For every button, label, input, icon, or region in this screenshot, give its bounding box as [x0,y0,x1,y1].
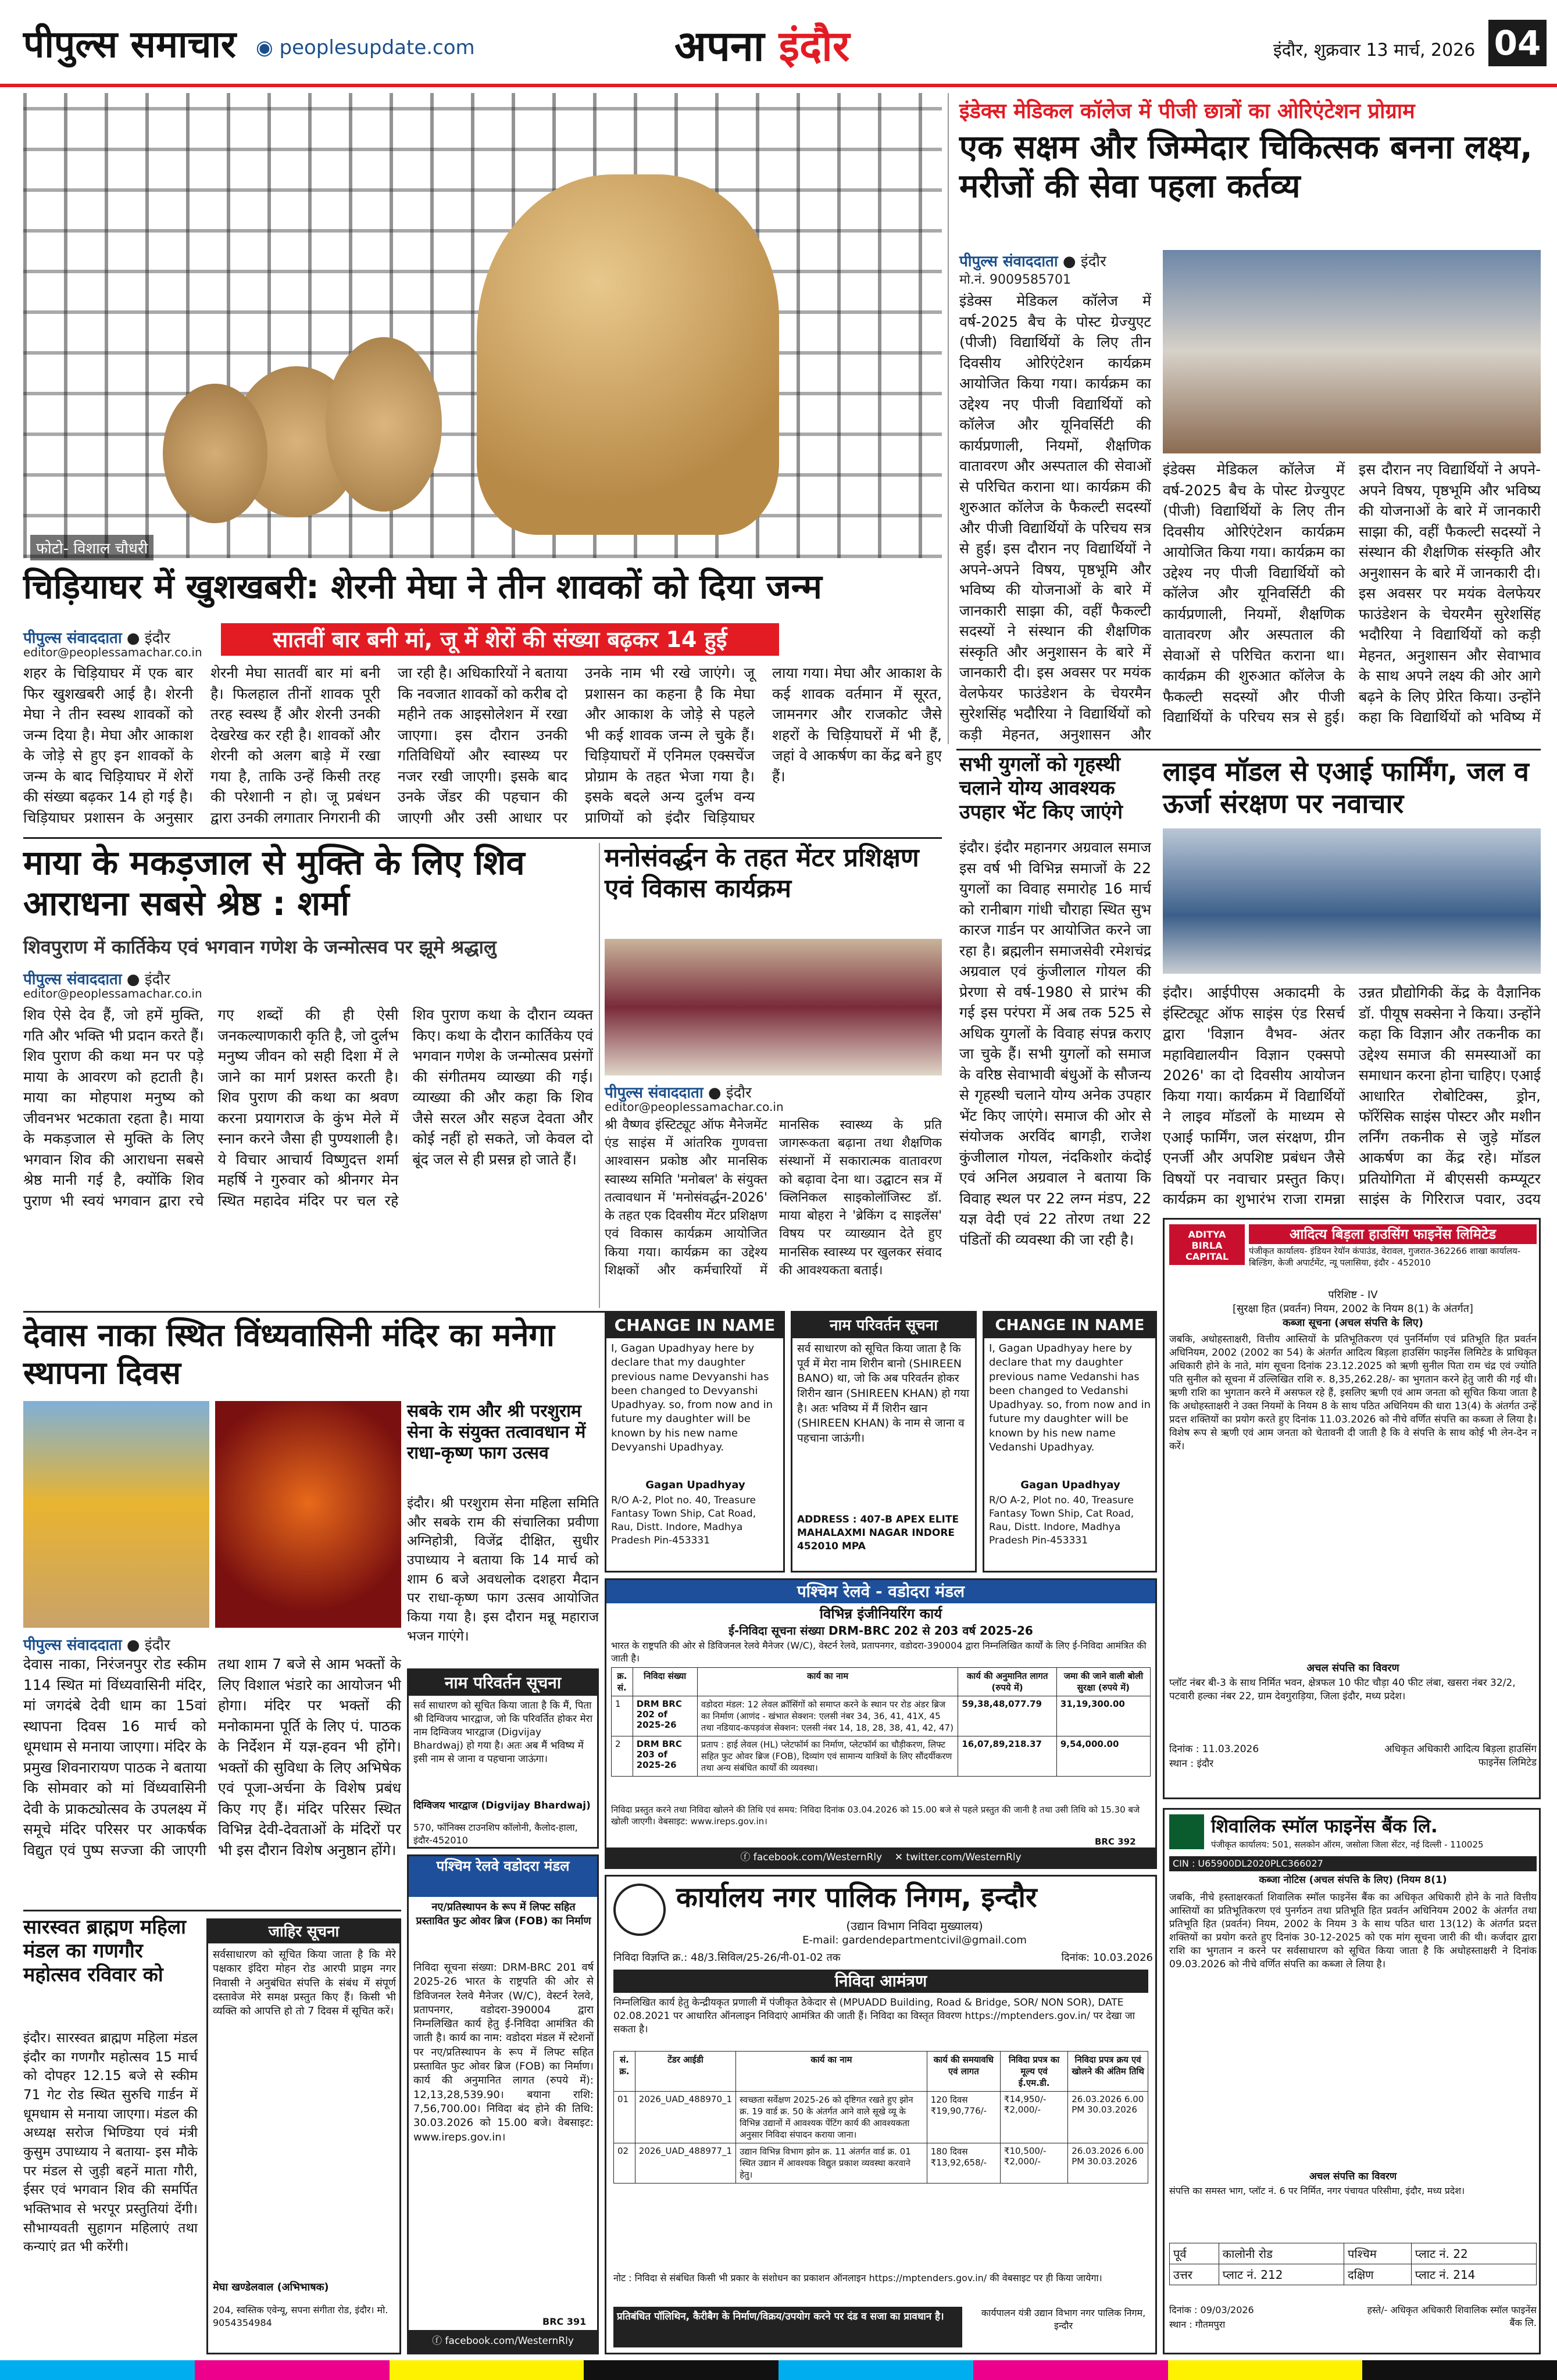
notice-signatory: मेघा खण्डेलवाल (अभिभाषक) [213,2281,329,2293]
notice-address: 570, फॉनिक्स टाउनशिप कॉलोनी, कैलोद-हाला, इंदौर-452010 [413,1822,578,1846]
table-header-row: क्र. सं. निविदा संख्या कार्य का नाम कार्य की अनुमानित लागत (रुपये में) जमा की जाने वाली बोली सुरक्षा (रुपये में) [612,1668,1151,1696]
lioness-shape [477,174,779,535]
yellow-swatch [390,2360,584,2380]
nigam-slogan: प्रतिबंधित पॉलिथिन, कैरीबैग के निर्माण/विक्रय/उपयोग करने पर दंड व सजा का प्रावधान है। [613,2307,962,2347]
nigam-date: दिनांक: 10.03.2026 [1061,1952,1153,1964]
notice-signatory: दिग्विजय भारद्वाज (Digvijay Bhardwaj) [413,1800,591,1811]
farming-body: इंदौर। आईपीएस अकादमी के इंस्टिट्यूट ऑफ साइंस एंड रिसर्च द्वारा 'विज्ञान वैभव- अंतर महाविद्यालयीन विज्ञान एक्सपो 2026' का दो दिवसीय आयोजन किया गया। कार्यक्रम में विद्यार्थियों ने लाइव मॉडलों के माध्यम से एआई फार्मिंग, जल संरक्षण, ग्रीन एनर्जी और अपशिष्ट प्रबंधन जैसे विषयों पर नवाचार प्रस्तुत किए। कार्यक्रम का शुभारंभ राजा रामन्ना उन्नत प्रौद्योगिकी केंद्र के वैज्ञानिक डॉ. पीयूष सक्सेना ने किया। उन्होंने कहा कि विज्ञान और तकनीक का उद्देश्य समाज की समस्याओं का समाधान करना होना चाहिए। एआई आधारित रोबोटिक्स, ड्रोन, फॉरेंसिक साइंस पोस्टर और मशीन लर्निंग तकनीक से जुड़े मॉडल आकर्षण का केंद्र रहे। मॉडल प्रतियोगिता में बीएससी कम्प्यूटर साइंस के गिरिराज पवार, उदय [1163,984,1541,1207]
name-change-notice [407,1668,599,1849]
notice-subtitle: विभिन्न इंजीनियरिंग कार्य [819,1606,942,1622]
notice-body: I, Gagan Upadhyay here by declare that my daughter previous name Devyanshi has been changed to Devyanshi Upadhyay. so, from now and in future my daughter will be known by his new name Devyanshi Upadhyay. [611,1342,773,1454]
table-row: 2 DRM BRC 203 of 2025-26 प्रताप : हाई लेवल (HL) प्लेटफॉर्म का निर्माण, प्लेटफॉर्म का चौड़ीकरण, लिफ्ट सहित फुट ओवर ब्रिज (FOB), दिव्यांग एवं सामान्य यात्रियों के लिए सौंदर्यीकरण तथा अन्य संबंधित कार्यों की व्यवस्था। 16,07,89,218.37 9,54,000.00 [612,1736,1151,1777]
medical-headline: एक सक्षम और जिम्मेदार चिकित्सक बनना लक्ष्य, मरीजों की सेवा पहला कर्तव्य [959,128,1533,206]
notice-body: सर्व साधारण को सूचित किया जाता है कि मैं, पिता श्री दिग्विजय भारद्वाज, जो कि परिवर्तित होकर मेरा नाम दिग्विजय भारद्वाज (Digvijay Bhardwaj) हो गया है। अतः अब मैं भविष्य में इसी नाम से जाना व पहचाना जाऊंगा। [413,1700,592,1765]
nigam-banner: निविदा आमंत्रण [613,1970,1148,1993]
aditya-title: आदित्य बिड़ला हाउसिंग फाइनेंस लिमिटेड [1249,1224,1537,1244]
aditya-heading: कब्जा सूचना (अचल संपत्ति के लिए) [1283,1317,1423,1329]
devas-headline: देवास नाका स्थित विंध्यवासिनी मंदिर का मनेगा स्थापना दिवस [23,1317,555,1391]
zoo-body: शहर के चिड़ियाघर में एक बार फिर खुशखबरी आई है। शेरनी मेघा ने तीन स्वस्थ शावकों को जन्म दिया है। मेघा और आकाश के जोड़े से हुए इन शावकों के जन्म के बाद चिड़ियाघर में शेरों की संख्या बढ़कर 14 हो गई है। चिड़ियाघर प्रशासन के अनुसार शेरनी मेघा सातवीं बार मां बनी है। फिलहाल तीनों शावक पूरी तरह स्वस्थ हैं और शेरनी उनकी देखरेख कर रही है। शावकों और शेरनी को अलग बाड़े में रखा गया है, ताकि उन्हें किसी तरह की परेशानी न हो। जू प्रबंधन द्वारा उनकी लगातार निगरानी की जा रही है। अधिकारियों ने बताया कि नवजात शावकों को करीब दो महीने तक आइसोलेशन में रखा जाएगा। इस दौरान उनकी गतिविधियों और स्वास्थ्य पर नजर रखी जाएगी। इसके बाद उनके जेंडर की पहचान की जाएगी और उसी आधार पर उनके नाम भी रखे जाएंगे। जू प्रशासन का कहना है कि मेघा और आकाश के जोड़े से पहले भी कई शावक जन्म ले चुके हैं। चिड़ियाघरों में एनिमल एक्सचेंज प्रोग्राम के तहत भेजा गया है। इसके बदले अन्य दुर्लभ वन्य प्राणियों को इंदौर चिड़ियाघर लाया गया। मेघा और आकाश के कई शावक वर्तमान में सूरत, जामनगर और राजकोट जैसे शहरों के चिड़ियाघरों में भी हैं, जहां वे आकर्षण का केंद्र बने हुए हैं। [23,664,942,826]
black-swatch [584,2360,779,2380]
medical-body-cont: इंडेक्स मेडिकल कॉलेज में वर्ष-2025 बैच के पोस्ट ग्रेज्युएट (पीजी) विद्यार्थियों के लिए तीन दिवसीय ओरिएंटेशन कार्यक्रम आयोजित किया गया। कार्यक्रम का उद्देश्य नए पीजी विद्यार्थियों को कॉलेज और यूनिवर्सिटी की कार्यप्रणाली, नियमों, शैक्षणिक वातावरण और अस्पताल की सेवाओं से परिचित कराना था। कार्यक्रम की शुरुआत कॉलेज के फैकल्टी सदस्यों और पीजी विद्यार्थियों के परिचय सत्र से हुई। इस दौरान नए विद्यार्थियों ने अपने-अपने विषय, पृष्ठभूमि और भविष्य की योजनाओं के बारे में जानकारी साझा की, वहीं फैकल्टी सदस्यों ने संस्थान की शैक्षणिक संस्कृति और अनुशासन के बारे में जानकारी दी। इस अवसर पर मयंक वेलफेयर फाउंडेशन के चेयरमैन सुरेशसिंह भदौरिया ने विद्यार्थियों को कड़ी मेहनत, अनुशासन और सेवाभाव के साथ अपने लक्ष्य की ओर आगे बढ़ने के लिए प्रेरित किया। उन्होंने कहा कि विद्यार्थियों को भविष्य में [1163,461,1541,726]
goddess-photo [215,1401,401,1628]
mentor-photo [605,939,942,1075]
zoo-subhead: सातवीं बार बनी मां, जू में शेरों की संख्या बढ़कर 14 हुई [221,623,779,656]
notice-signature: Gagan Upadhyay [645,1479,745,1491]
cyan-swatch [779,2360,973,2380]
nigam-intro: निम्नलिखित कार्य हेतु केन्द्रीयकृत प्रणाली में पंजीकृत ठेकेदार से (MPUADD Building, Road & Bridge, SOR/ NON SOR), DATE 02.08.2021 पर आधारित ऑनलाइन निविदाएं आमंत्रित की जाती हैं। निविदा का विस्तृत विवरण https://mptenders.gov.in/ पर देखा जा सकता है। [613,1997,1135,2035]
notice-signature: Gagan Upadhyay [1020,1479,1120,1491]
paper-logo: पीपुल्स समाचार [23,23,236,66]
lion-photo [23,93,942,558]
notice-title: CHANGE IN NAME [984,1313,1155,1338]
notice-title: CHANGE IN NAME [606,1313,783,1338]
mentor-byline: पीपुल्स संवाददाता ● इंदौर [605,1084,752,1102]
notice-intro: भारत के राष्ट्रपति की ओर से डिविजनल रेलवे मैनेजर (W/C), वेस्टर्न रेलवे, प्रतापनगर, वडोदरा-390004 द्वारा निम्नलिखित कार्यों के लिए ई-निविदा आमंत्रित की जाती है। [611,1640,1147,1664]
nigam-email: E-mail: gardendepartmentcivil@gmail.com [802,1934,1027,1946]
divider [23,1910,401,1911]
saraswat-body: इंदौर। सारस्वत ब्राह्मण महिला मंडल इंदौर का गणगौर महोत्सव 15 मार्च को दोपहर 12.15 बजे से स्कीम 71 गेट रोड स्थित सुरुचि गार्डन में धूमधाम से मनाया जाएगा। मंडल की अध्यक्ष सरोज भिण्डिया एवं मंत्री कुसुम उपाध्याय ने बताया- इस मौके पर मंडल से जुड़ी बहनें माता गौरी, ईसर एवं भगवान शिव की समर्पित भक्तिभाव से भरपूर प्रस्तुतियां देंगी। सौभाग्यवती सुहागन महिलाएं तथा कन्याएं व्रत भी करेंगी। [23,2031,198,2255]
shiv-subhead: शिवपुराण में कार्तिकेय एवं भगवान गणेश के जन्मोत्सव पर झूमे श्रद्धालु [23,936,497,958]
column-rule [599,843,600,1308]
farming-headline: लाइव मॉडल से एआई फार्मिंग, जल व ऊर्जा संरक्षण पर नवाचार [1163,756,1529,820]
shiv-email: editor@peoplessamachar.co.in [23,987,202,1000]
aditya-subtitle: परिशिष्ट - IV [1328,1289,1378,1301]
mentor-email: editor@peoplessamachar.co.in [605,1100,784,1114]
table-row: 02 2026_UAD_488977_1 उद्यान विभिन्न विभाग झोन क्र. 11 अंतर्गत वार्ड क्र. 01 स्थित उद्यान में आवश्यक विद्युत प्रकाश व्यवस्था करवाने हेतु। 180 दिवस ₹13,92,658/- ₹10,500/- ₹2,000/- 26.03.2026 6.00 PM 30.03.2026 [614,2143,1148,2184]
notice-title: पश्चिम रेलवे वडोदरा मंडल [409,1856,597,1897]
devas-byline: पीपुल्स संवाददाता ● इंदौर [23,1636,170,1654]
notice-body: I, Gagan Upadhyay here by declare that my daughter previous name Vedanshi has been changed to Vedanshi Upadhyay. so, from now and in future my daughter will be known by his new name Vedanshi Upadhyay. [989,1342,1151,1454]
facebook-icon: ⓕ [740,1852,753,1863]
railway-small-notice [407,1854,599,2354]
aditya-logo: ADITYA BIRLA CAPITAL [1169,1224,1245,1265]
nagar-nigam-tender [605,1875,1157,2354]
medical-kicker: इंडेक्स मेडिकल कॉलेज में पीजी छात्रों का ओरिएंटेशन प्रोग्राम [959,99,1415,123]
medical-body: इंडेक्स मेडिकल कॉलेज में वर्ष-2025 बैच के पोस्ट ग्रेज्युएट (पीजी) विद्यार्थियों के लिए तीन दिवसीय ओरिएंटेशन कार्यक्रम आयोजित किया गया। कार्यक्रम का उद्देश्य नए पीजी विद्यार्थियों को कॉलेज और यूनिवर्सिटी की कार्यप्रणाली, नियमों, शैक्षणिक वातावरण और अस्पताल की सेवाओं से परिचित कराना था। कार्यक्रम की शुरुआत कॉलेज के फैकल्टी सदस्यों और पीजी विद्यार्थियों के परिचय सत्र से हुई। इस दौरान नए विद्यार्थियों ने अपने-अपने विषय, पृष्ठभूमि और भविष्य की योजनाओं के बारे में जानकारी साझा की, वहीं फैकल्टी सदस्यों ने संस्थान की शैक्षणिक संस्कृति और अनुशासन के बारे में जानकारी दी। इस अवसर पर मयंक वेलफेयर फाउंडेशन के चेयरमैन सुरेशसिंह भदौरिया ने विद्यार्थियों को कड़ी मेहनत, अनुशासन और [959,292,1151,743]
shivalik-body: जबकि, नीचे हस्ताक्षरकर्ता शिवालिक स्मॉल फाइनेंस बैंक का अधिकृत अधिकारी होने के नाते वित्तीय आस्तियों का प्रतिभूतिकरण एवं पुनर्गठन तथा प्रतिभूति हित प्रवर्तन अधिनियम 2002 के अंतर्गत तथा प्रतिभूति हित (प्रवर्तन) नियम, 2002 के नियम 3 के साथ पठित धारा 13(12) के अंतर्गत प्रदत्त शक्तियों का प्रयोग करते हुए दिनांक 30-12-2025 को एक मांग सूचना जारी की थी। कर्जदार द्वारा राशि का भुगतान न करने पर सर्वसाधारण को सूचित किया जाता है कि अधोहस्ताक्षरी ने दिनांक 09.03.2026 को नीचे वर्णित संपत्ति का कब्जा ले लिया है। [1169,1892,1537,1970]
notice-title: नाम परिवर्तन सूचना [792,1313,975,1338]
section-title: अपना इंदौर [674,22,850,70]
saraswat-headline: सारस्वत ब्राह्मण महिला मंडल का गणगौर महोत्सव रविवार को [23,1916,186,1986]
shivalik-property: संपत्ति का समस्त भाग, प्लॉट नं. 6 पर निर्मित, नगर पंचायत परिसीमा, इंदौर, मध्य प्रदेश। [1169,2185,1465,2196]
notice-footer: निविदा प्रस्तुत करने तथा निविदा खोलने की तिथि एवं समय: निविदा दिनांक 03.04.2026 को 15.00 बजे से पहले प्रस्तुत की जानी है तथा उसी तिथि को 15.30 बजे खोली जाएगी। वेबसाइट: www.ireps.gov.in। [611,1804,1140,1827]
medical-byline: पीपुल्स संवाददाता ● इंदौर [959,253,1106,270]
aditya-property: प्लॉट नंबर बी-3 के साथ निर्मित भवन, क्षेत्रफल 10 फीट चौड़ा 40 फीट लंबा, खसरा नंबर 32/2, पटवारी हल्का नंबर 22, ग्राम देवगुराड़िया, जिला इंदौर, मध्य प्रदेश। [1169,1677,1516,1702]
aditya-property-label: अचल संपत्ति का विवरण [1306,1662,1399,1674]
table-row: उत्तर प्लाट नं. 212 दक्षिण प्लाट नं. 214 [1170,2264,1537,2285]
aditya-notice [1163,1218,1541,1799]
notice-address: 204, स्वस्तिक एवेन्यू, सपना संगीता रोड, इंदौर। मो. 9054354984 [213,2304,388,2328]
facebook-icon: ⓕ [432,2335,445,2347]
aditya-address: पंजीकृत कार्यालय- इंडियन रेयॉन कंपाउंड, वेरावल, गुजरात-362266 शाखा कार्यालय- बिल्डिंग, केजी अपार्टमेंट, न्यू पलासिया, इंदौर - 452010 [1249,1246,1521,1268]
notice-subtitle: नए/प्रतिस्थापन के रूप में लिफ्ट सहित प्रस्तावित फुट ओवर ब्रिज (FOB) का निर्माण [416,1901,591,1928]
emblem-icon [613,1884,666,1936]
x-icon: ✕ [894,1852,906,1863]
website-link[interactable]: ◉ peoplesupdate.com [256,36,475,59]
divider [956,749,1541,751]
column-rule [948,93,949,744]
zoo-byline: पीपुल्स संवाददाता ● इंदौर [23,630,170,647]
nigam-dept: (उद्यान विभाग निविदा मुख्यालय) [846,1919,983,1933]
medical-photo [1163,250,1541,453]
cub-shape [163,384,267,523]
divider [23,1311,605,1313]
globe-icon: ◉ [256,36,280,59]
parshuram-body: इंदौर। श्री परशुराम सेना महिला समिति और सबके राम की संचालिका प्रवीणा अग्निहोत्री, विजेंद्र दीक्षित, सुधीर उपाध्याय ने बताया कि 14 मार्च को शाम 6 बजे अवधलोक दशहरा मैदान पर राधा-कृष्ण फाग उत्सव आयोजित किया गया है। इस दौरान मन्नू महाराज भजन गाएंगे। [407,1496,599,1644]
cub-shape [326,337,442,512]
shivalik-logo-icon [1169,1814,1204,1849]
shivalik-date: दिनांक : 09/03/2026 [1169,2304,1254,2315]
medical-mobile: मो.नं. 9009585701 [959,273,1072,287]
zoo-email: editor@peoplessamachar.co.in [23,645,202,659]
shiv-byline: पीपुल्स संवाददाता ● इंदौर [23,971,170,988]
name-change-notice [605,1311,785,1573]
shivalik-cin: CIN : U65900DL2020PLC366027 [1169,1856,1537,1871]
x-link[interactable]: ✕ twitter.com/WesternRly [894,1852,1022,1863]
shivalik-place: स्थान : गौतमपुरा [1169,2319,1226,2330]
notice-address: R/O A-2, Plot no. 40, Treasure Fantasy Town Ship, Cat Road, Rau, Distt. Indore, Madhya Pradesh Pin-453331 [611,1495,756,1546]
marriage-body: इंदौर। इंदौर महानगर अग्रवाल समाज इस वर्ष भी विभिन्न समाजों के 22 युगलों का विवाह समारोह 16 मार्च को रानीबाग गांधी चौराहा स्थित सुभ कारज गार्डन पर आयोजित करने जा रहा है। ब्रह्मलीन समाजसेवी रमेशचंद्र अग्रवाल एवं कुंजीलाल गोयल की प्रेरणा से वर्ष-1980 से प्रारंभ की गई इस परंपरा में अब तक 525 से अधिक युगलों के विवाह संपन्न कराए जा चुके हैं। सभी युगलों को समाज के वरिष्ठ सेवाभावी बंधुओं के सौजन्य से गृहस्थी चलाने योग्य अनेक उपहार भेंट किए जाएंगे। समाज की ओर से संयोजक अरविंद बागड़ी, राजेश कुंजीलाल गोयल, नंदकिशोर कंदोई एवं अनिल अग्रवाल ने बताया कि विवाह स्थल पर 22 लग्न मंडप, 22 यज्ञ वेदी एवं 22 तोरण तथा 22 पंडितों की व्यवस्था की जा रही है। [959,839,1151,1248]
name-change-notice [983,1311,1157,1573]
magenta-swatch [195,2360,390,2380]
railway-tender-notice [605,1578,1157,1869]
shivalik-title: शिवालिक स्मॉल फाइनेंस बैंक लि. [1211,1815,1438,1837]
shivalik-signatory: हस्ते/- अधिकृत अधिकारी शिवालिक स्मॉल फाइनेंस बैंक लि. [1367,2304,1537,2328]
marriage-headline: सभी युगलों को गृहस्थी चलाने योग्य आवश्यक उपहार भेंट किए जाएंगे [959,753,1123,824]
notice-title: नाम परिवर्तन सूचना [409,1670,597,1696]
public-notice [206,1918,401,2354]
photo-caption: फोटो- विशाल चौधरी [30,535,153,560]
nigam-note: नोट : निविदा से संबंधित किसी भी प्रकार के संशोधन का प्रकाशन ऑनलाइन https://mptenders.gov.in/ की वेबसाइट पर ही किया जायेगा। [613,2272,1102,2283]
name-change-notice [791,1311,977,1573]
notice-title: पश्चिम रेलवे - वडोदरा मंडल [606,1580,1155,1603]
cyan-swatch [0,2360,195,2380]
nigam-tender-table [613,2051,1148,2184]
social-links [606,1847,1155,1867]
shivalik-heading: कब्जा नोटिस (अचल संपत्ति के लिए) (नियम 8(1) [1259,1874,1447,1886]
aditya-place: स्थान : इंदौर [1169,1758,1214,1770]
mentor-headline: मनोसंवर्द्धन के तहत मेंटर प्रशिक्षण एवं विकास कार्यक्रम [605,843,919,903]
nigam-signatory: कार्यपालन यंत्री उद्यान विभाग नगर पालिक निगम, इन्दौर [981,2307,1146,2331]
railway-tender-table [611,1667,1151,1777]
shivalik-property-label: अचल संपत्ति का विवरण [1309,2171,1397,2182]
notice-code: BRC 392 [1095,1836,1136,1847]
temple-photo [23,1401,209,1628]
dateline: इंदौर, शुक्रवार 13 मार्च, 2026 [1273,40,1476,60]
notice-body: सर्वसाधारण को सूचित किया जाता है कि मेरे पक्षकार इंदिरा मोहन रोड आरपी प्राइम नगर निवासी ने अनुबंधित संपत्ति के संबंध में संपूर्ण दस्तावेज मेरे समक्ष प्रस्तुत किए हैं। किसी भी व्यक्ति को आपत्ति हो तो 7 दिवस में सूचित करें। [213,1949,396,2018]
notice-number: ई-निविदा सूचना संख्या DRM-BRC 202 से 203 वर्ष 2025-26 [728,1624,1033,1638]
shiv-headline: माया के मकड़जाल से मुक्ति के लिए शिव आराधना सबसे श्रेष्ठ : शर्मा [23,843,525,923]
notice-address: ADDRESS : 407-B APEX ELITE MAHALAXMI NAGAR INDORE 452010 MPA [797,1514,959,1552]
table-header-row: सं. क्र. टेंडर आईडी कार्य का नाम कार्य की समयावधि एवं लागत निविदा प्रपत्र का मूल्य एवं ई.एम.डी. निविदा प्रपत्र क्रय एवं खोलने की अंतिम तिथि [614,2052,1148,2092]
table-row: 1 DRM BRC 202 of 2025-26 वडोदरा मंडल: 12 लेवल क्रॉसिंगों को समाप्त करने के स्थान पर रोड अंडर ब्रिज का निर्माण (आणंद - खंभात सेक्शन: एलसी नंबर 34, 36, 41, 41X, 45 तथा नडियाद-कपड़वंज सेक्शन: एलसी नंबर 14, 18, 28, 38, 41, 42, 47) 59,38,48,077.79 31,19,300.00 [612,1696,1151,1736]
nigam-title: कार्यालय नगर पालिक निगम, इन्दौर [676,1881,1037,1914]
aditya-date: दिनांक : 11.03.2026 [1169,1743,1259,1755]
devas-body: देवास नाका, निरंजनपुर रोड स्कीम 114 स्थित मां विंध्यवासिनी मंदिर, मां जगदंबे देवी धाम का 15वां स्थापना दिवस 16 मार्च को धूमधाम से मनाया जाएगा। मंदिर के प्रमुख शिवनारायण पाठक ने बताया कि सोमवार को मां विंध्यवासिनी देवी के प्राकट्योत्सव के उपलक्ष्य में समूचे मंदिर परिसर पर आकर्षक विद्युत एवं पुष्प सज्जा की जाएगी तथा शाम 7 बजे से आम भक्तों के लिए विशाल भंडारे का आयोजन भी होगा। मंदिर पर भक्तों की मनोकामना पूर्ति के लिए पं. पाठक के निर्देशन में यज्ञ-हवन भी होंगे। भक्तों की सुविधा के लिए अभिषेक एवं पूजा-अर्चना के विशेष प्रबंध किए गए हैं। मंदिर परिसर स्थित विभिन्न देवी-देवताओं के मंदिरों पर भी इस दौरान विशेष अनुष्ठान होंगे। [23,1656,401,1859]
farming-photo [1163,828,1541,974]
aditya-body: जबकि, अधोहस्ताक्षरी, वित्तीय आस्तियों के प्रतिभूतिकरण एवं पुनर्निर्माण एवं प्रतिभूति हित प्रवर्तन अधिनियम, 2002 (2002 का 54) के अंतर्गत आदित्य बिड़ला हाउसिंग फाइनेंस लिमिटेड के प्राधिकृत अधिकारी होने के नाते, मांग सूचना दिनांक 23.12.2025 को ऋणी सुनील पिता राम चंद्र एवं ज्योति पति सुनील को सूचना में उल्लिखित राशि रु. 8,35,262.28/- का भुगतान करने हेतु जारी की गई थी। ऋणी राशि का भुगतान करने में असफल रहे हैं, इसलिए ऋणी एवं आम जनता को सूचित किया जाता है कि अधोहस्ताक्षरी ने उक्त नियमों के नियम 8 के साथ पठित अधिनियम की धारा 13(4) के अंतर्गत उन्हें प्रदत्त शक्तियों का प्रयोग करते हुए दिनांक 11.03.2026 को नीचे वर्णित संपत्ति का कब्जा ले लिया है। विशेष रूप से ऋणी एवं आम जनता को चेतावनी दी जाती है कि वे संपत्ति के साथ कोई भी लेन-देन न करें। [1169,1334,1537,1452]
shiv-body: शिव ऐसे देव हैं, जो हमें मुक्ति, गति और भक्ति भी प्रदान करते हैं। शिव पुराण की कथा मन पर पड़े माया के आवरण को हटाती है। माया का मोहपाश मनुष्य को जीवनभर भटकाता रहता है। माया के मकड़जाल से मुक्ति के लिए भगवान शिव की आराधना सबसे श्रेष्ठ मानी गई है, क्योंकि शिव पुराण भी स्वयं भगवान द्वारा रचे गए शब्दों की ही ऐसी जनकल्याणकारी कृति है, जो दुर्लभ मनुष्य जीवन को सही दिशा में ले जाने का मार्ग प्रशस्त करती है। शिव पुराण की कथा का श्रवण करना प्रयागराज के कुंभ मेले में स्नान करने जैसा ही पुण्यशाली है। ये विचार आचार्य विष्णुदत्त शर्मा महर्षि ने गुरुवार को श्रीनगर मेन स्थित महादेव मंदिर पर चल रहे शिव पुराण कथा के दौरान व्यक्त किए। कथा के दौरान कार्तिकेय एवं भगवान गणेश के जन्मोत्सव प्रसंगों की संगीतमय व्याख्या की गई। व्याख्या की और कहा कि शिव जैसे सरल और सहज देवता और कोई नहीं हो सकते, जो केवल दो बूंद जल से ही प्रसन्न हो जाते हैं। [23,1006,593,1209]
shivalik-address: पंजीकृत कार्यालय: 501, सलकोन ऑरम, जसोला जिला सेंटर, नई दिल्ली - 110025 [1211,1839,1484,1850]
divider [23,837,942,839]
shivalik-notice [1163,1808,1541,2354]
black-swatch [1362,2360,1557,2380]
zoo-headline: चिड़ियाघर में खुशखबरी: शेरनी मेघा ने तीन शावकों को दिया जन्म [23,567,822,606]
table-row: पूर्व कालोनी रोड पश्चिम प्लाट नं. 22 [1170,2243,1537,2264]
table-row: 01 2026_UAD_488970_1 स्वच्छता सर्वेक्षण 2025-26 को दृष्टिगत रखते हुए झोन क्र. 19 वार्ड क्र. 50 के अंतर्गत आने वाले सूखे व्यू के विभिन्न उद्यानों में आवश्यक पेंटिंग कार्य की आवश्यकता अनुसार निविदा संपादन कराया जाना। 120 दिवस ₹19,90,776/- ₹14,950/- ₹2,000/- 26.03.2026 6.00 PM 30.03.2026 [614,2092,1148,2143]
notice-code: BRC 391 [542,2316,587,2327]
notice-title: जाहिर सूचना [208,1920,399,1943]
print-color-strip [0,2360,1557,2380]
notice-address: R/O A-2, Plot no. 40, Treasure Fantasy Town Ship, Cat Road, Rau, Distt. Indore, Madhya Pradesh Pin-453331 [989,1495,1134,1546]
facebook-link[interactable]: ⓕ facebook.com/WesternRly [740,1852,883,1863]
aditya-rule: [सुरक्षा हित (प्रवर्तन) नियम, 2002 के नियम 8(1) के अंतर्गत] [1233,1303,1473,1315]
notice-body: निविदा सूचना संख्या: DRM-BRC 201 वर्ष 2025-26 भारत के राष्ट्रपति की ओर से डिविजनल रेलवे मैनेजर (W/C), वेस्टर्न रेलवे, प्रतापनगर, वडोदरा-390004 द्वारा निम्नलिखित कार्य हेतु ई-निविदा आमंत्रित की जाती है। कार्य का नाम: वडोदरा मंडल में स्टेशनों पर नए/प्रतिस्थापन के रूप में लिफ्ट सहित प्रस्तावित फुट ओवर ब्रिज (FOB) का निर्माण। कार्य की अनुमानित लागत (रुपये में): 12,13,28,539.90। बयाना राशि: 7,56,700.00। निविदा बंद होने की तिथि: 30.03.2026 को 15.00 बजे। वेबसाइट: www.ireps.gov.in। [413,1961,594,2143]
yellow-swatch [1168,2360,1363,2380]
mentor-body: श्री वैष्णव इंस्टिट्यूट ऑफ मैनेजमेंट एंड साइंस में आंतरिक गुणवत्ता आश्वासन प्रकोष्ठ और मानसिक स्वास्थ्य समिति 'मनोबल' के संयुक्त तत्वावधान में 'मनोसंवर्द्धन-2026' के तहत एक दिवसीय मेंटर प्रशिक्षण एवं विकास कार्यक्रम आयोजित किया गया। कार्यक्रम का उद्देश्य शिक्षकों और कर्मचारियों में मानसिक स्वास्थ्य के प्रति जागरूकता बढ़ाना तथा शैक्षणिक संस्थानों में सकारात्मक वातावरण को बढ़ावा देना था। उद्घाटन सत्र में क्लिनिकल साइकोलॉजिस्ट डॉ. माया बोहरा ने 'ब्रेकिंग द साइलेंस' विषय पर व्याख्यान देते हुए मानसिक स्वास्थ्य पर खुलकर संवाद की आवश्यकता बताई। [605,1118,942,1278]
shivalik-boundary-table [1169,2243,1537,2285]
notice-body: सर्व साधारण को सूचित किया जाता है कि पूर्व में मेरा नाम शिरीन बानो (SHIREEN BANO) था, जो कि अब परिवर्तन होकर शिरीन खान (SHIREEN KHAN) हो गया है। अतः भविष्य में मैं शिरीन खान (SHIREEN KHAN) के नाम से जाना व पहचाना जाऊंगी। [797,1342,970,1445]
facebook-link[interactable]: ⓕ facebook.com/WesternRly [409,2330,597,2353]
nigam-notice-no: निविदा विज्ञप्ति क्र.: 48/3.सिविल/25-26/नी-01-02 तक [613,1952,841,1964]
magenta-swatch [973,2360,1168,2380]
aditya-signatory: अधिकृत अधिकारी आदित्य बिड़ला हाउसिंग फाइनेंस लिमिटेड [1384,1743,1537,1768]
page-number: 04 [1488,20,1547,66]
parshuram-headline: सबके राम और श्री परशुराम सेना के संयुक्त तत्वावधान में राधा-कृष्ण फाग उत्सव [407,1401,586,1463]
